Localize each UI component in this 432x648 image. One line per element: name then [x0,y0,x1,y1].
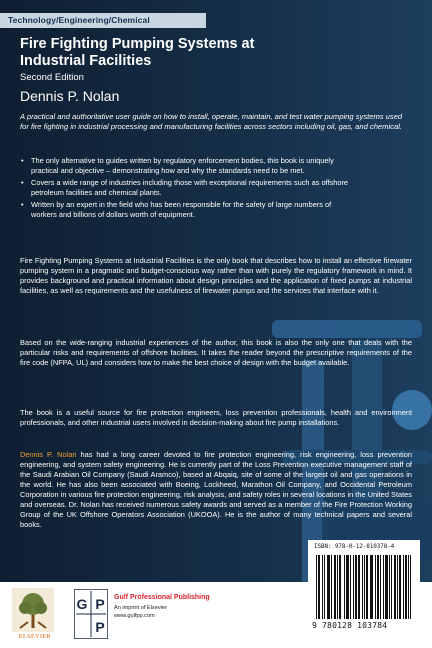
feature-list [20,156,350,222]
barcode-bar [410,555,411,619]
barcode-bar [372,555,373,619]
barcode-bar [403,555,404,619]
barcode-bar [366,555,367,619]
barcode-bar [353,555,354,619]
barcode-bar [358,555,359,619]
barcode-bar [346,555,347,619]
barcode-bar [367,555,368,619]
barcode-bar [355,555,356,619]
book-title: Fire Fighting Pumping Systems at Industrial Facilities [20,36,255,69]
feature-item: • The only alternative to guides written by regulatory enforcement bodies, this book is uniquely practical and objective – demonstrating how and why the standards need to be met. [20,156,350,176]
barcode-bar [386,555,387,619]
barcode-bar [335,555,336,619]
barcode-bar [327,555,328,619]
barcode-bar [387,555,388,619]
barcode-bar [347,555,348,619]
elsevier-wordmark: ELSEVIER [18,634,52,640]
barcode-bar [375,555,376,619]
barcode-bar [400,555,401,619]
barcode-bar [389,555,390,619]
barcode-bar [329,555,330,619]
isbn-label: ISBN: 978-0-12-810378-4 [314,544,395,550]
gpp-logo [74,589,108,639]
gpp-letter-p-top: P [95,596,105,612]
publisher-name: Gulf Professional Publishing [114,594,210,601]
barcode-bar [391,555,392,619]
barcode-bar [364,555,365,619]
barcode-bar [371,555,372,619]
feature-item: • Covers a wide range of industries including those with exceptional requirements such as offshore petroleum facilities and chemical plants. [20,178,350,198]
barcode-bar [380,555,381,619]
gpp-letter-g: G [76,596,88,612]
barcode-bar [337,555,338,619]
barcode-bar [324,555,325,619]
edition-label: Second Edition [20,72,84,83]
barcode-bar [405,555,406,619]
barcode-bar [348,555,349,619]
barcode-bar [331,555,332,619]
description-paragraph: Based on the wide-ranging industrial experiences of the author, this book is also the only one that deals with the particular risks and requirements of offshore facilities. It takes the reader beyond the prescriptive requirements of the fire code (NFPA, UL) and considers how to make the best choice of design with the budget available. [20,338,412,367]
barcode-bar [318,555,319,619]
author-bio-name: Dennis P. Nolan [20,450,77,459]
author-bio-text: has had a long career devoted to fire protection engineering, risk engineering, loss prevention engineering, and system safety engineering. He is currently part of the Loss Prevention executive management staff of the Saudi Arabian Oil Company (Saudi Aramco), based at Abqaiq, site of some of the largest oil and gas operations in the world. He has also been associated with Boeing, Lockheed, Marathon Oil Company, and Occidental Petroleum Corporation in various fire protection engineering, risk analysis, and safety roles in several locations in the United States and overseas. Dr. Nolan has received numerous safety awards and served as a member of the Fire Protection Working Group of the UK Offshore Operators Association (UKOOA). He is the author of many technical papers and several books. [20,450,412,529]
barcode-bar [370,555,371,619]
barcode [316,555,414,619]
barcode-bar [340,555,341,619]
barcode-bar [394,555,395,619]
barcode-bar [378,555,379,619]
barcode-bar [395,555,396,619]
barcode-bar [397,555,398,619]
barcode-bar [408,555,409,619]
barcode-bar [383,555,384,619]
barcode-bar [399,555,400,619]
barcode-bar [350,555,351,619]
barcode-bar [344,555,345,619]
category-label: Technology/Engineering/Chemical [0,13,206,28]
barcode-bar [334,555,335,619]
barcode-bar [316,555,317,619]
barcode-bar [406,555,407,619]
barcode-bar [319,555,320,619]
barcode-bar [322,555,323,619]
barcode-bar [356,555,357,619]
barcode-bar [339,555,340,619]
barcode-bar [328,555,329,619]
publisher-imprint: An imprint of Elsevier [114,605,167,611]
description-paragraph: The book is a useful source for fire protection engineers, loss prevention professionals, health and environment professionals, and other industrial users involved in decision-making about fire pump installations. [20,408,412,427]
publisher-url[interactable]: www.gulfpp.com [114,613,155,619]
barcode-bar [359,555,360,619]
tagline: A practical and authoritative user guide on how to install, operate, maintain, and test water pumping systems used for fire fighting in industrial processing and manufacturing facilities across sectors including oil, gas, and chemical. [20,112,403,131]
author-name: Dennis P. Nolan [20,88,120,104]
barcode-digits: 9 780128 103784 [312,621,388,630]
barcode-bar [362,555,363,619]
description-paragraph: Fire Fighting Pumping Systems at Industrial Facilities is the only book that describes how to install an effective firewater pumping system in a pragmatic and budget-conscious way rather than with purely the regulatory framework in mind. It provides background and practical information about design principles and the application of fixed pumps at industrial facilities, as well as requirements and the usefulness of firewater pumps and the services that interface with it. [20,256,412,295]
feature-item: • Written by an expert in the field who has been responsible for the safety of large numbers of workers and billions of dollars worth of equipment. [20,200,350,220]
barcode-bar [377,555,378,619]
author-bio [20,450,412,530]
gpp-letter-p-bottom: P [95,619,105,635]
barcode-bar [385,555,386,619]
